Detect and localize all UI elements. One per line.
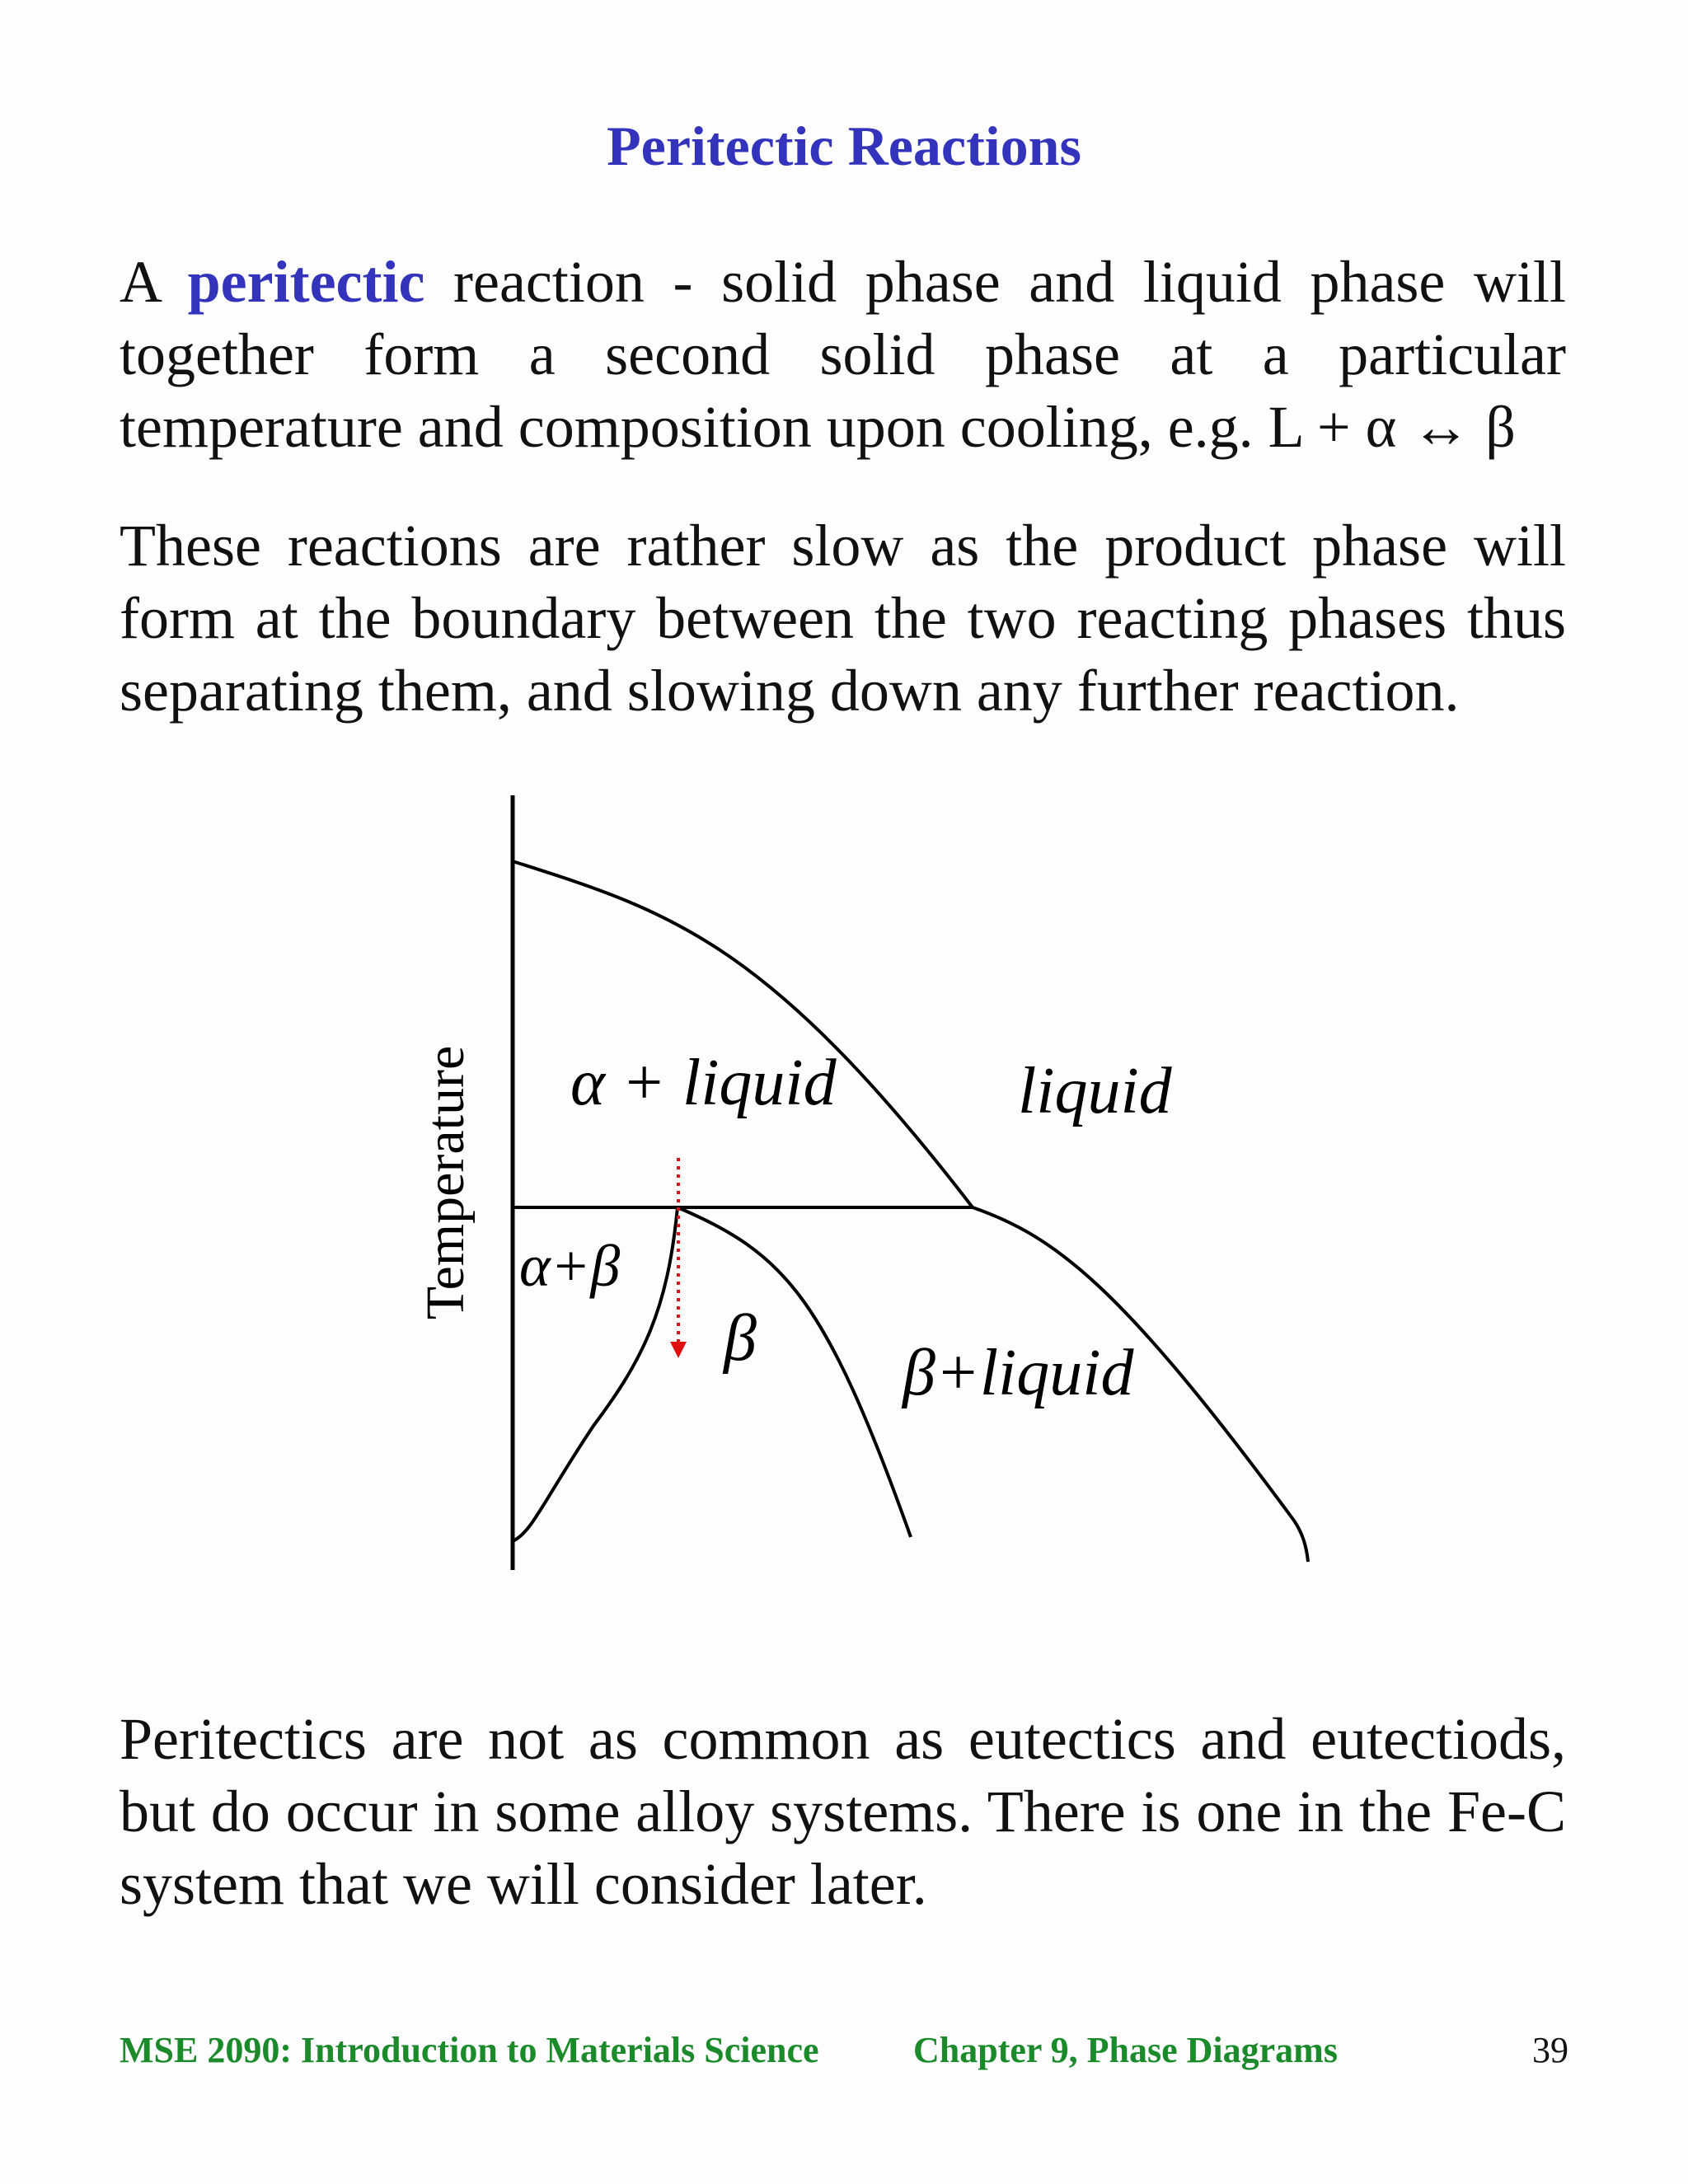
beta-solvus-line — [678, 1207, 911, 1537]
footer-course: MSE 2090: Introduction to Materials Science — [120, 2030, 819, 2070]
peritectic-keyword: peritectic — [187, 249, 425, 315]
definition-text: reaction - solid phase and liquid phase will together form a second solid phase at a particular temperature and composition upon cooling, e.g. L + α ↔ β — [120, 249, 1567, 460]
page-number: 39 — [1532, 2030, 1568, 2070]
liquid-label: liquid — [1018, 1055, 1172, 1127]
closing-paragraph: Peritectics are not as common as eutectics and eutectiods, but do occur in some alloy systems. There is one in the Fe-C system that we will consider later. — [120, 1706, 1566, 1917]
beta-liquid-label: β+liquid — [903, 1337, 1134, 1409]
footer-chapter: Chapter 9, Phase Diagrams — [913, 2030, 1338, 2070]
definition-paragraph — [120, 246, 1566, 463]
alpha-liquidus-line — [513, 861, 973, 1207]
page-title: Peritectic Reactions — [607, 115, 1081, 177]
alpha-beta-label: α+β — [519, 1233, 621, 1299]
kinetics-paragraph: These reactions are rather slow as the product phase will form at the boundary between the two reacting phases thus separating them, and slowing down any further reaction. — [120, 513, 1566, 724]
definition-lead: A — [120, 249, 188, 315]
phase-diagram — [396, 783, 1343, 1591]
cooling-arrow-head — [670, 1342, 687, 1358]
temperature-axis-label: Temperature — [415, 1045, 476, 1320]
beta-label: β — [724, 1302, 757, 1375]
alpha-liquid-label: α + liquid — [570, 1047, 837, 1119]
